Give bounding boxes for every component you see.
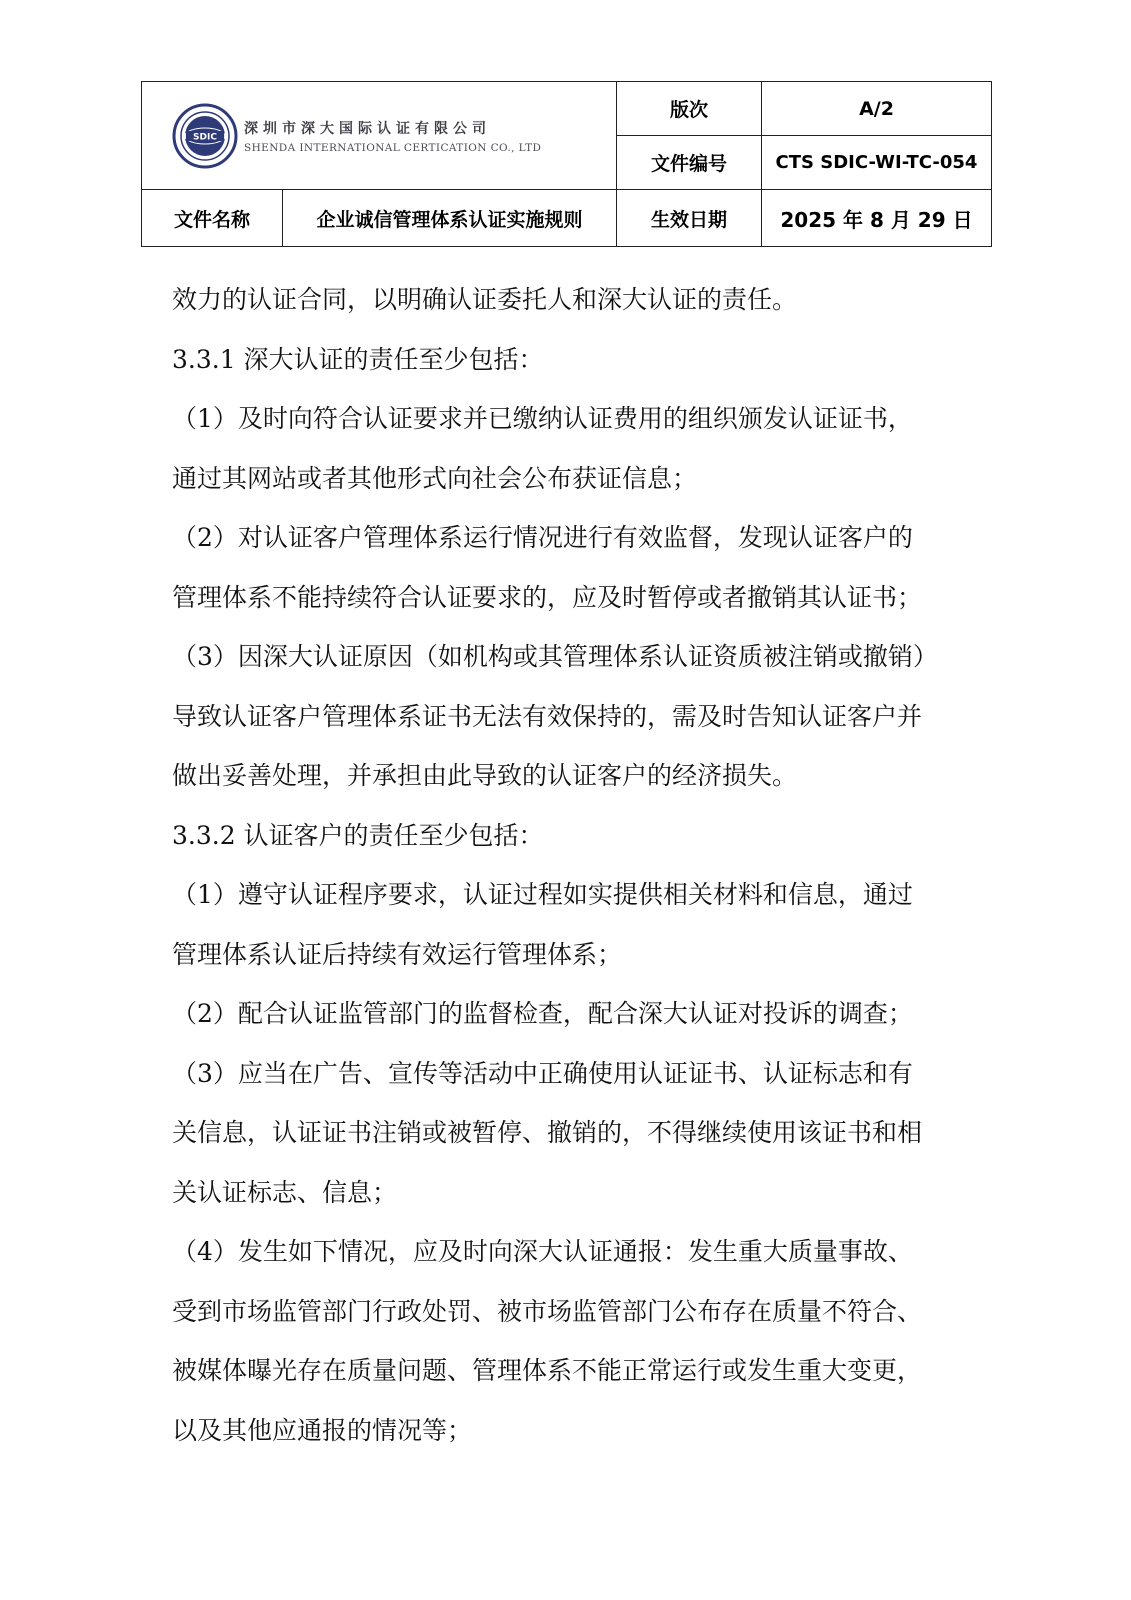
body-line: （4）发生如下情况，应及时向深大认证通报：发生重大质量事故、: [172, 1237, 913, 1266]
version-value: A/2: [762, 82, 992, 136]
body-line: （1）遵守认证程序要求，认证过程如实提供相关材料和信息，通过: [172, 880, 913, 909]
body-line: 关认证标志、信息；: [172, 1177, 398, 1207]
doc-number-value: CTS SDIC-WI-TC-054: [762, 136, 992, 190]
body-line: （1）及时向符合认证要求并已缴纳认证费用的组织颁发认证证书，: [172, 404, 913, 433]
body-line: 受到市场监管部门行政处罚、被市场监管部门公布存在质量不符合、: [172, 1296, 923, 1326]
body-line: 通过其网站或者其他形式向社会公布获证信息；: [172, 463, 698, 493]
doc-name-label: 文件名称: [142, 190, 283, 247]
doc-name-value: 企业诚信管理体系认证实施规则: [283, 190, 617, 247]
body-line: （2）对认证客户管理体系运行情况进行有效监督，发现认证客户的: [172, 523, 913, 552]
effective-date-value: 2025 年 8 月 29 日: [762, 190, 992, 247]
company-name-cn: 深圳市深大国际认证有限公司: [244, 120, 491, 137]
company-logo-icon: [172, 103, 238, 169]
document-header-table: [141, 81, 992, 247]
effective-date-label: 生效日期: [617, 190, 762, 247]
body-line: 管理体系不能持续符合认证要求的，应及时暂停或者撤销其认证书；: [172, 582, 923, 612]
body-line: （2）配合认证监管部门的监督检查，配合深大认证对投诉的调查；: [172, 999, 913, 1028]
body-line: 做出妥善处理，并承担由此导致的认证客户的经济损失。: [172, 761, 798, 790]
company-logo-cell: [142, 82, 617, 190]
body-line: 被媒体曝光存在质量问题、管理体系不能正常运行或发生重大变更，: [172, 1356, 923, 1385]
body-line: 3.3.2 认证客户的责任至少包括：: [172, 820, 544, 850]
body-line: 3.3.1 深大认证的责任至少包括：: [172, 344, 544, 374]
body-line: 管理体系认证后持续有效运行管理体系；: [172, 939, 623, 969]
body-line: 效力的认证合同，以明确认证委托人和深大认证的责任。: [172, 285, 798, 314]
body-line: （3）应当在广告、宣传等活动中正确使用认证证书、认证标志和有: [172, 1058, 913, 1088]
document-body: [172, 270, 972, 1460]
body-line: 导致认证客户管理体系证书无法有效保持的，需及时告知认证客户并: [172, 701, 923, 731]
body-line: 关信息，认证证书注销或被暂停、撤销的，不得继续使用该证书和相: [172, 1118, 923, 1147]
body-line: （3）因深大认证原因（如机构或其管理体系认证资质被注销或撤销）: [172, 642, 938, 671]
version-label: 版次: [617, 82, 762, 136]
doc-number-label: 文件编号: [617, 136, 762, 190]
company-name-en: SHENDA INTERNATIONAL CERTICATION CO., LTD: [244, 141, 542, 154]
body-line: 以及其他应通报的情况等；: [172, 1415, 473, 1445]
logo-mark-text: SDIC: [193, 132, 217, 142]
